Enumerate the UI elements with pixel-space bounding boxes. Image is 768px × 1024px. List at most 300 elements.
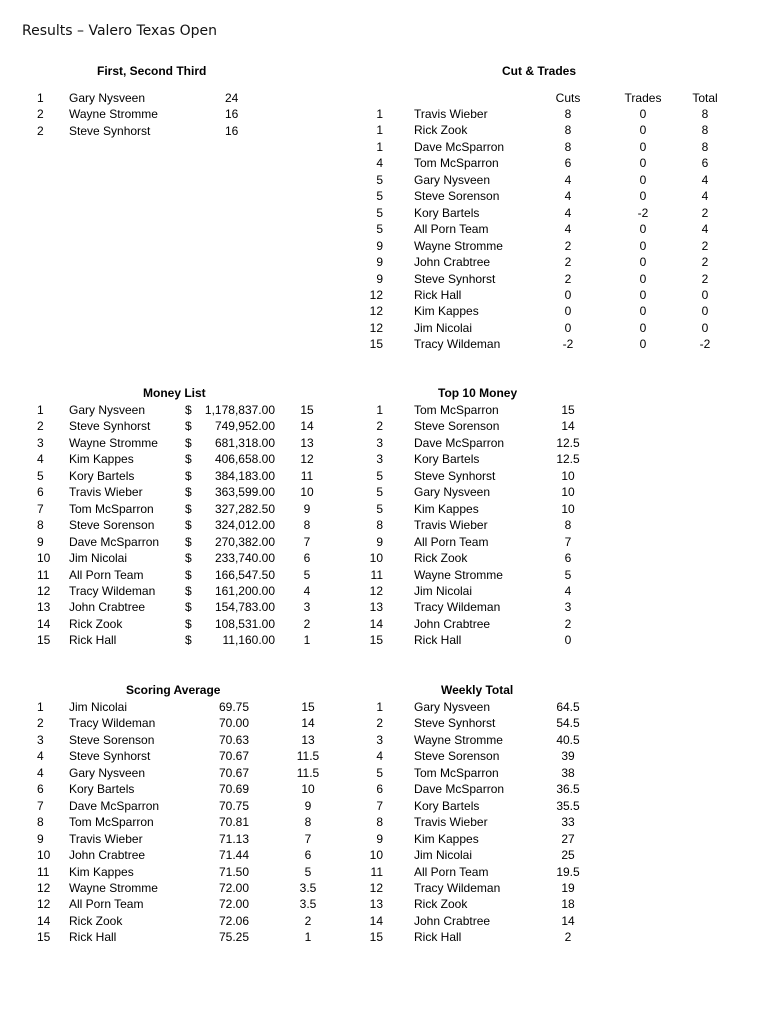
rank-cell: 6	[37, 782, 44, 797]
total-cell: 4	[701, 222, 709, 237]
name-cell: Tracy Wildeman	[414, 337, 501, 352]
rank-cell: 2	[37, 123, 44, 138]
points-cell: 7	[564, 534, 572, 549]
name-cell: Wayne Stromme	[414, 732, 503, 747]
trades-cell: 0	[639, 189, 647, 204]
rank-cell: 5	[376, 189, 383, 204]
total-cell: 36.5	[556, 782, 580, 797]
total-cell: 27	[561, 831, 575, 846]
cuts-cell: 4	[564, 172, 572, 187]
trades-cell: -2	[637, 205, 649, 220]
rank-cell: 3	[376, 732, 383, 747]
section-title: Scoring Average	[126, 683, 221, 697]
total-cell: 2	[701, 238, 709, 253]
currency-cell: $	[185, 501, 192, 516]
average-cell: 70.69	[218, 782, 250, 797]
rank-cell: 5	[376, 765, 383, 780]
currency-cell: $	[185, 616, 192, 631]
rank-cell: 8	[376, 518, 383, 533]
rank-cell: 1	[37, 403, 44, 417]
rank-cell: 11	[37, 864, 50, 879]
points-cell: 6	[303, 551, 311, 566]
rank-cell: 12	[369, 880, 383, 895]
rank-cell: 15	[37, 633, 51, 648]
name-cell: Kim Kappes	[414, 304, 479, 319]
total-cell: 0	[701, 287, 709, 302]
points-cell: 15	[300, 403, 314, 417]
cuts-cell: 8	[564, 123, 572, 138]
trades-cell: 0	[639, 107, 647, 121]
name-cell: Travis Wieber	[69, 831, 143, 846]
rank-cell: 12	[369, 287, 383, 302]
points-cell: 12.5	[556, 435, 580, 450]
total-cell: 19	[561, 880, 575, 895]
scoring-average-table	[22, 683, 342, 953]
rank-cell: 5	[376, 501, 383, 516]
currency-cell: $	[185, 419, 192, 434]
trades-cell: 0	[639, 271, 647, 286]
name-cell: Tom McSparron	[414, 403, 499, 417]
points-cell: 2	[564, 616, 572, 631]
rank-cell: 14	[369, 913, 383, 928]
trades-cell: 0	[639, 156, 647, 171]
points-cell: 7	[303, 534, 311, 549]
rank-cell: 6	[376, 782, 383, 797]
rank-cell: 5	[376, 485, 383, 500]
name-cell: Tom McSparron	[414, 156, 499, 171]
name-cell: Kory Bartels	[414, 205, 480, 220]
total-cell: 19.5	[556, 864, 580, 879]
points-cell: 5	[564, 567, 572, 582]
points-cell: 3.5	[299, 880, 317, 895]
total-cell: 33	[561, 815, 575, 830]
money-cell: 108,531.00	[214, 616, 275, 631]
rank-cell: 9	[376, 255, 383, 270]
points-cell: 9	[304, 798, 312, 813]
average-cell: 71.50	[218, 864, 250, 879]
rank-cell: 7	[37, 501, 44, 516]
points-cell: 10	[561, 501, 575, 516]
name-cell: Rick Zook	[414, 551, 468, 566]
name-cell: Dave McSparron	[69, 798, 160, 813]
name-cell: Travis Wieber	[69, 485, 143, 500]
points-cell: 4	[564, 583, 572, 598]
rank-cell: 10	[369, 848, 383, 863]
money-cell: 324,012.00	[214, 518, 275, 533]
total-cell: 0	[701, 320, 709, 335]
name-cell: Gary Nysveen	[414, 172, 491, 187]
points-cell: 10	[300, 485, 314, 500]
rank-cell: 1	[376, 403, 383, 417]
rank-cell: 10	[37, 848, 51, 863]
average-cell: 72.00	[218, 897, 250, 912]
section-title: Top 10 Money	[438, 386, 518, 400]
money-cell: 161,200.00	[214, 583, 275, 598]
name-cell: Steve Synhorst	[69, 419, 151, 434]
points-cell: 3	[564, 600, 572, 615]
weekly-total-table	[367, 683, 667, 953]
cuts-cell: 4	[564, 222, 572, 237]
name-cell: Kory Bartels	[414, 452, 480, 467]
name-cell: Steve Synhorst	[414, 468, 496, 483]
rank-cell: 8	[37, 518, 44, 533]
cut-trades-table	[367, 64, 757, 364]
total-cell: 8	[701, 123, 709, 138]
rank-cell: 14	[37, 913, 51, 928]
name-cell: Travis Wieber	[414, 107, 488, 121]
name-cell: Kory Bartels	[69, 468, 135, 483]
name-cell: Jim Nicolai	[414, 320, 473, 335]
rank-cell: 8	[376, 815, 383, 830]
rank-cell: 3	[376, 435, 383, 450]
name-cell: Rick Zook	[69, 616, 123, 631]
total-cell: 18	[561, 897, 575, 912]
name-cell: All Porn Team	[414, 864, 489, 879]
name-cell: Gary Nysveen	[69, 403, 146, 417]
name-cell: Steve Synhorst	[414, 271, 496, 286]
total-cell: -2	[699, 337, 711, 352]
rank-cell: 7	[376, 798, 383, 813]
total-cell: 2	[564, 930, 572, 945]
money-cell: 681,318.00	[214, 435, 275, 450]
trades-cell: 0	[639, 139, 647, 154]
rank-cell: 9	[376, 238, 383, 253]
name-cell: All Porn Team	[414, 534, 489, 549]
name-cell: Kim Kappes	[414, 831, 479, 846]
points-cell: 16	[225, 123, 239, 138]
average-cell: 72.06	[218, 913, 250, 928]
name-cell: All Porn Team	[69, 567, 144, 582]
rank-cell: 2	[37, 107, 44, 122]
name-cell: John Crabtree	[69, 600, 146, 615]
first-second-third-table	[22, 64, 322, 144]
currency-cell: $	[185, 534, 192, 549]
points-cell: 14	[301, 716, 315, 731]
name-cell: Kim Kappes	[69, 864, 134, 879]
points-cell: 7	[304, 831, 312, 846]
section-title: Weekly Total	[441, 683, 514, 697]
money-cell: 1,178,837.00	[204, 403, 275, 417]
rank-cell: 11	[370, 864, 383, 879]
cuts-cell: 4	[564, 205, 572, 220]
rank-cell: 11	[37, 567, 50, 582]
total-cell: 6	[701, 156, 709, 171]
name-cell: Gary Nysveen	[69, 765, 146, 780]
total-cell: 40.5	[556, 732, 580, 747]
cuts-cell: 2	[564, 238, 572, 253]
average-cell: 71.44	[218, 848, 250, 863]
total-header: Total	[692, 91, 718, 105]
name-cell: Gary Nysveen	[414, 485, 491, 500]
points-cell: 8	[304, 815, 312, 830]
name-cell: Steve Sorenson	[414, 189, 500, 204]
rank-cell: 1	[376, 123, 383, 138]
name-cell: Travis Wieber	[414, 815, 488, 830]
rank-cell: 5	[376, 205, 383, 220]
money-cell: 363,599.00	[214, 485, 275, 500]
rank-cell: 11	[370, 567, 383, 582]
rank-cell: 1	[376, 139, 383, 154]
rank-cell: 15	[369, 930, 383, 945]
rank-cell: 10	[369, 551, 383, 566]
points-cell: 10	[561, 485, 575, 500]
points-cell: 1	[303, 633, 311, 648]
currency-cell: $	[185, 567, 192, 582]
money-cell: 233,740.00	[214, 551, 275, 566]
name-cell: Kim Kappes	[69, 452, 134, 467]
cuts-cell: 8	[564, 107, 572, 121]
rank-cell: 13	[369, 897, 383, 912]
rank-cell: 12	[37, 897, 51, 912]
currency-cell: $	[185, 551, 192, 566]
total-cell: 4	[701, 172, 709, 187]
points-cell: 3	[303, 600, 311, 615]
cuts-cell: 2	[564, 271, 572, 286]
name-cell: Dave McSparron	[69, 534, 160, 549]
cuts-header: Cuts	[555, 91, 581, 105]
points-cell: 12	[300, 452, 314, 467]
points-cell: 6	[304, 848, 312, 863]
name-cell: Wayne Stromme	[414, 238, 503, 253]
name-cell: John Crabtree	[69, 848, 146, 863]
name-cell: Steve Sorenson	[414, 749, 500, 764]
name-cell: Tom McSparron	[69, 501, 154, 516]
currency-cell: $	[185, 403, 192, 417]
currency-cell: $	[185, 468, 192, 483]
points-cell: 10	[301, 782, 315, 797]
trades-header: Trades	[624, 91, 662, 105]
currency-cell: $	[185, 583, 192, 598]
rank-cell: 4	[37, 765, 44, 780]
name-cell: Travis Wieber	[414, 518, 488, 533]
average-cell: 70.00	[218, 716, 250, 731]
rank-cell: 4	[37, 749, 44, 764]
points-cell: 13	[300, 435, 314, 450]
name-cell: Tracy Wildeman	[69, 716, 156, 731]
average-cell: 70.67	[218, 749, 250, 764]
money-cell: 406,658.00	[214, 452, 275, 467]
rank-cell: 5	[37, 468, 44, 483]
trades-cell: 0	[639, 222, 647, 237]
total-cell: 14	[561, 913, 575, 928]
average-cell: 69.75	[218, 700, 250, 714]
total-cell: 25	[561, 848, 575, 863]
total-cell: 64.5	[556, 700, 580, 714]
rank-cell: 9	[37, 831, 44, 846]
points-cell: 14	[300, 419, 314, 434]
currency-cell: $	[185, 485, 192, 500]
total-cell: 38	[561, 765, 575, 780]
cuts-cell: 0	[564, 287, 572, 302]
name-cell: All Porn Team	[69, 897, 144, 912]
name-cell: Wayne Stromme	[69, 435, 158, 450]
name-cell: Tracy Wildeman	[414, 880, 501, 895]
rank-cell: 13	[37, 600, 51, 615]
name-cell: Steve Sorenson	[414, 419, 500, 434]
cuts-cell: 4	[564, 189, 572, 204]
cuts-cell: 0	[564, 304, 572, 319]
currency-cell: $	[185, 518, 192, 533]
rank-cell: 2	[37, 716, 44, 731]
rank-cell: 12	[37, 583, 51, 598]
total-cell: 39	[561, 749, 575, 764]
money-list-table	[22, 386, 342, 656]
top-10-money-table	[367, 386, 667, 656]
cuts-cell: -2	[562, 337, 574, 352]
rank-cell: 15	[369, 337, 383, 352]
total-cell: 8	[701, 107, 709, 121]
total-cell: 4	[701, 189, 709, 204]
total-cell: 35.5	[556, 798, 580, 813]
trades-cell: 0	[639, 255, 647, 270]
points-cell: 6	[564, 551, 572, 566]
name-cell: Tom McSparron	[414, 765, 499, 780]
rank-cell: 2	[376, 419, 383, 434]
name-cell: Rick Hall	[414, 930, 462, 945]
average-cell: 70.67	[218, 765, 250, 780]
average-cell: 70.81	[218, 815, 250, 830]
total-cell: 2	[701, 271, 709, 286]
name-cell: Kim Kappes	[414, 501, 479, 516]
points-cell: 24	[225, 91, 239, 105]
name-cell: Kory Bartels	[414, 798, 480, 813]
points-cell: 2	[303, 616, 311, 631]
rank-cell: 12	[369, 304, 383, 319]
rank-cell: 8	[37, 815, 44, 830]
rank-cell: 3	[37, 732, 44, 747]
total-cell: 2	[701, 205, 709, 220]
points-cell: 15	[561, 403, 575, 417]
name-cell: Rick Zook	[414, 897, 468, 912]
name-cell: Rick Hall	[414, 633, 462, 648]
name-cell: John Crabtree	[414, 913, 491, 928]
rank-cell: 15	[369, 633, 383, 648]
trades-cell: 0	[639, 238, 647, 253]
document-title: Results – Valero Texas Open	[22, 23, 218, 39]
points-cell: 8	[303, 518, 311, 533]
rank-cell: 15	[37, 930, 51, 945]
rank-cell: 4	[37, 452, 44, 467]
name-cell: Jim Nicolai	[414, 848, 473, 863]
trades-cell: 0	[639, 123, 647, 138]
points-cell: 5	[304, 864, 312, 879]
points-cell: 11	[300, 468, 314, 483]
rank-cell: 9	[37, 534, 44, 549]
name-cell: Wayne Stromme	[69, 107, 158, 122]
total-cell: 54.5	[556, 716, 580, 731]
rank-cell: 10	[37, 551, 51, 566]
rank-cell: 12	[369, 583, 383, 598]
cuts-cell: 6	[564, 156, 572, 171]
name-cell: John Crabtree	[414, 255, 491, 270]
trades-cell: 0	[639, 320, 647, 335]
money-cell: 327,282.50	[214, 501, 275, 516]
name-cell: Steve Sorenson	[69, 732, 155, 747]
cuts-cell: 2	[564, 255, 572, 270]
rank-cell: 2	[376, 716, 383, 731]
rank-cell: 5	[376, 172, 383, 187]
name-cell: Rick Hall	[69, 633, 117, 648]
name-cell: Dave McSparron	[414, 435, 505, 450]
currency-cell: $	[185, 452, 192, 467]
rank-cell: 5	[376, 222, 383, 237]
name-cell: Wayne Stromme	[414, 567, 503, 582]
rank-cell: 12	[369, 320, 383, 335]
trades-cell: 0	[639, 304, 647, 319]
rank-cell: 1	[376, 107, 383, 121]
points-cell: 16	[225, 107, 239, 122]
points-cell: 0	[564, 633, 572, 648]
name-cell: Jim Nicolai	[69, 700, 128, 714]
name-cell: Gary Nysveen	[69, 91, 146, 105]
rank-cell: 4	[376, 156, 383, 171]
total-cell: 2	[701, 255, 709, 270]
cuts-cell: 0	[564, 320, 572, 335]
name-cell: Jim Nicolai	[414, 583, 473, 598]
section-title: Money List	[143, 386, 206, 400]
points-cell: 5	[303, 567, 311, 582]
money-cell: 749,952.00	[214, 419, 275, 434]
name-cell: Rick Hall	[414, 287, 462, 302]
points-cell: 10	[561, 468, 575, 483]
trades-cell: 0	[639, 287, 647, 302]
money-cell: 154,783.00	[214, 600, 275, 615]
rank-cell: 9	[376, 534, 383, 549]
trades-cell: 0	[639, 172, 647, 187]
name-cell: Dave McSparron	[414, 139, 505, 154]
rank-cell: 1	[37, 91, 44, 105]
points-cell: 15	[301, 700, 315, 714]
name-cell: Tracy Wildeman	[414, 600, 501, 615]
name-cell: Rick Hall	[69, 930, 117, 945]
name-cell: Rick Zook	[69, 913, 123, 928]
money-cell: 384,183.00	[214, 468, 275, 483]
rank-cell: 7	[37, 798, 44, 813]
rank-cell: 5	[376, 468, 383, 483]
currency-cell: $	[185, 600, 192, 615]
average-cell: 75.25	[218, 930, 250, 945]
points-cell: 1	[304, 930, 312, 945]
name-cell: Rick Zook	[414, 123, 468, 138]
rank-cell: 9	[376, 831, 383, 846]
rank-cell: 12	[37, 880, 51, 895]
total-cell: 8	[701, 139, 709, 154]
average-cell: 72.00	[218, 880, 250, 895]
points-cell: 11.5	[296, 749, 320, 764]
section-title: First, Second Third	[97, 64, 207, 78]
name-cell: Gary Nysveen	[414, 700, 491, 714]
currency-cell: $	[185, 633, 192, 648]
rank-cell: 3	[376, 452, 383, 467]
rank-cell: 2	[37, 419, 44, 434]
points-cell: 8	[564, 518, 572, 533]
name-cell: Steve Synhorst	[414, 716, 496, 731]
name-cell: Steve Synhorst	[69, 749, 151, 764]
section-title: Cut & Trades	[502, 64, 577, 78]
average-cell: 70.75	[218, 798, 250, 813]
points-cell: 3.5	[299, 897, 317, 912]
rank-cell: 14	[369, 616, 383, 631]
money-cell: 11,160.00	[222, 633, 275, 648]
name-cell: Steve Sorenson	[69, 518, 155, 533]
rank-cell: 9	[376, 271, 383, 286]
name-cell: Steve Synhorst	[69, 123, 151, 138]
points-cell: 14	[561, 419, 575, 434]
points-cell: 2	[304, 913, 312, 928]
name-cell: Wayne Stromme	[69, 880, 158, 895]
points-cell: 9	[303, 501, 311, 516]
total-cell: 0	[701, 304, 709, 319]
